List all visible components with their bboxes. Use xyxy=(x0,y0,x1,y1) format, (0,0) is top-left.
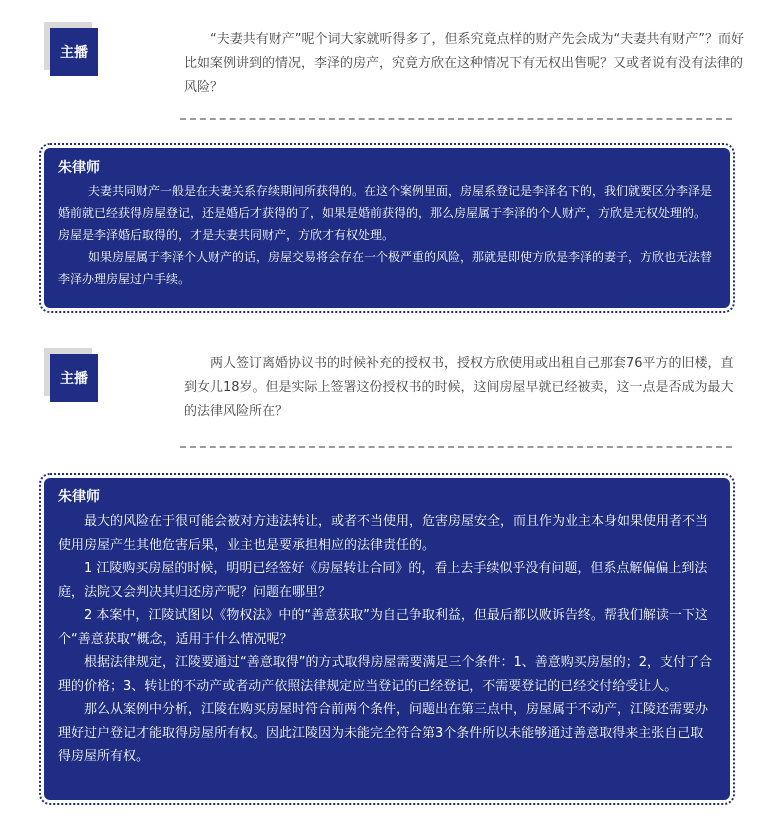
lawyer-paragraph: 夫妻共同财产一般是在夫妻关系存续期间所获得的。在这个案例里面，房屋系登记是李泽名下的，我们就要区分李泽是婚前就已经获得房屋登记，还是婚后才获得的了，如果是婚前获得的，那么房屋属于李泽的个人财产，方欣是无权处理的。房屋是李泽婚后取得的，才是夫妻共同财产，方欣才有权处理。 xyxy=(58,184,713,242)
host-section-1 xyxy=(44,22,744,122)
lawyer-answer-1 xyxy=(44,148,730,308)
lawyer-answer-2 xyxy=(44,478,730,800)
host-question-2: 两人签订离婚协议书的时候补充的授权书，授权方欣使用或出租自己那套76平方的旧楼，直到女儿18岁。但是实际上签署这份授权书的时候，这间房屋早就已经被卖，这一点是否成为最大的法律风险所在？ xyxy=(184,356,734,419)
host-badge-1 xyxy=(44,22,104,82)
host-section-2 xyxy=(44,348,744,448)
lawyer-paragraph: 那么从案例中分析，江陵在购买房屋时符合前两个条件，问题出在第三点中，房屋属于不动产，江陵还需要办理好过户登记才能取得房屋所有权。因此江陵因为未能完全符合第3个条件所以未能够通过善意取得来主张自己取得房屋所有权。 xyxy=(58,702,709,764)
host-label: 主播 xyxy=(50,28,98,76)
lawyer-paragraph: 1 江陵购买房屋的时候，明明已经签好《房屋转让合同》的，看上去手续似乎没有问题，但系点解偏偏上到法庭，法院又会判决其归还房产呢？问题在哪里？ xyxy=(58,561,708,600)
dashed-divider-2 xyxy=(180,446,732,448)
host-badge-2 xyxy=(44,348,104,408)
dashed-divider-1 xyxy=(180,118,732,120)
lawyer-paragraph: 根据法律规定，江陵要通过“善意取得”的方式取得房屋需要满足三个条件：1、善意购买房屋的；2，支付了合理的价格；3、转让的不动产或者动产依照法律规定应当登记的已经登记，不需要登记的已经交付给受让人。 xyxy=(58,655,713,694)
lawyer-paragraph: 最大的风险在于很可能会被对方违法转让，或者不当使用，危害房屋安全，而且作为业主本身如果使用者不当使用房屋产生其他危害后果，业主也是要承担相应的法律责任的。 xyxy=(58,514,709,553)
lawyer-name: 朱律师 xyxy=(58,160,100,176)
host-question-1: “夫妻共有财产”呢个词大家就听得多了，但系究竟点样的财产先会成为“夫妻共有财产”？而好比如案例讲到的情况，李泽的房产，究竟方欣在这种情况下有无权出售呢？又或者说有没有法律的风险？ xyxy=(184,32,744,95)
lawyer-paragraph: 2 本案中，江陵试图以《物权法》中的“善意获取”为自己争取利益，但最后都以败诉告终。帮我们解读一下这个“善意获取”概念，适用于什么情况呢？ xyxy=(58,608,708,647)
lawyer-paragraph: 如果房屋属于李泽个人财产的话，房屋交易将会存在一个极严重的风险，那就是即使方欣是李泽的妻子，方欣也无法替李泽办理房屋过户手续。 xyxy=(58,250,713,286)
host-label: 主播 xyxy=(50,354,98,402)
lawyer-name: 朱律师 xyxy=(58,489,100,505)
